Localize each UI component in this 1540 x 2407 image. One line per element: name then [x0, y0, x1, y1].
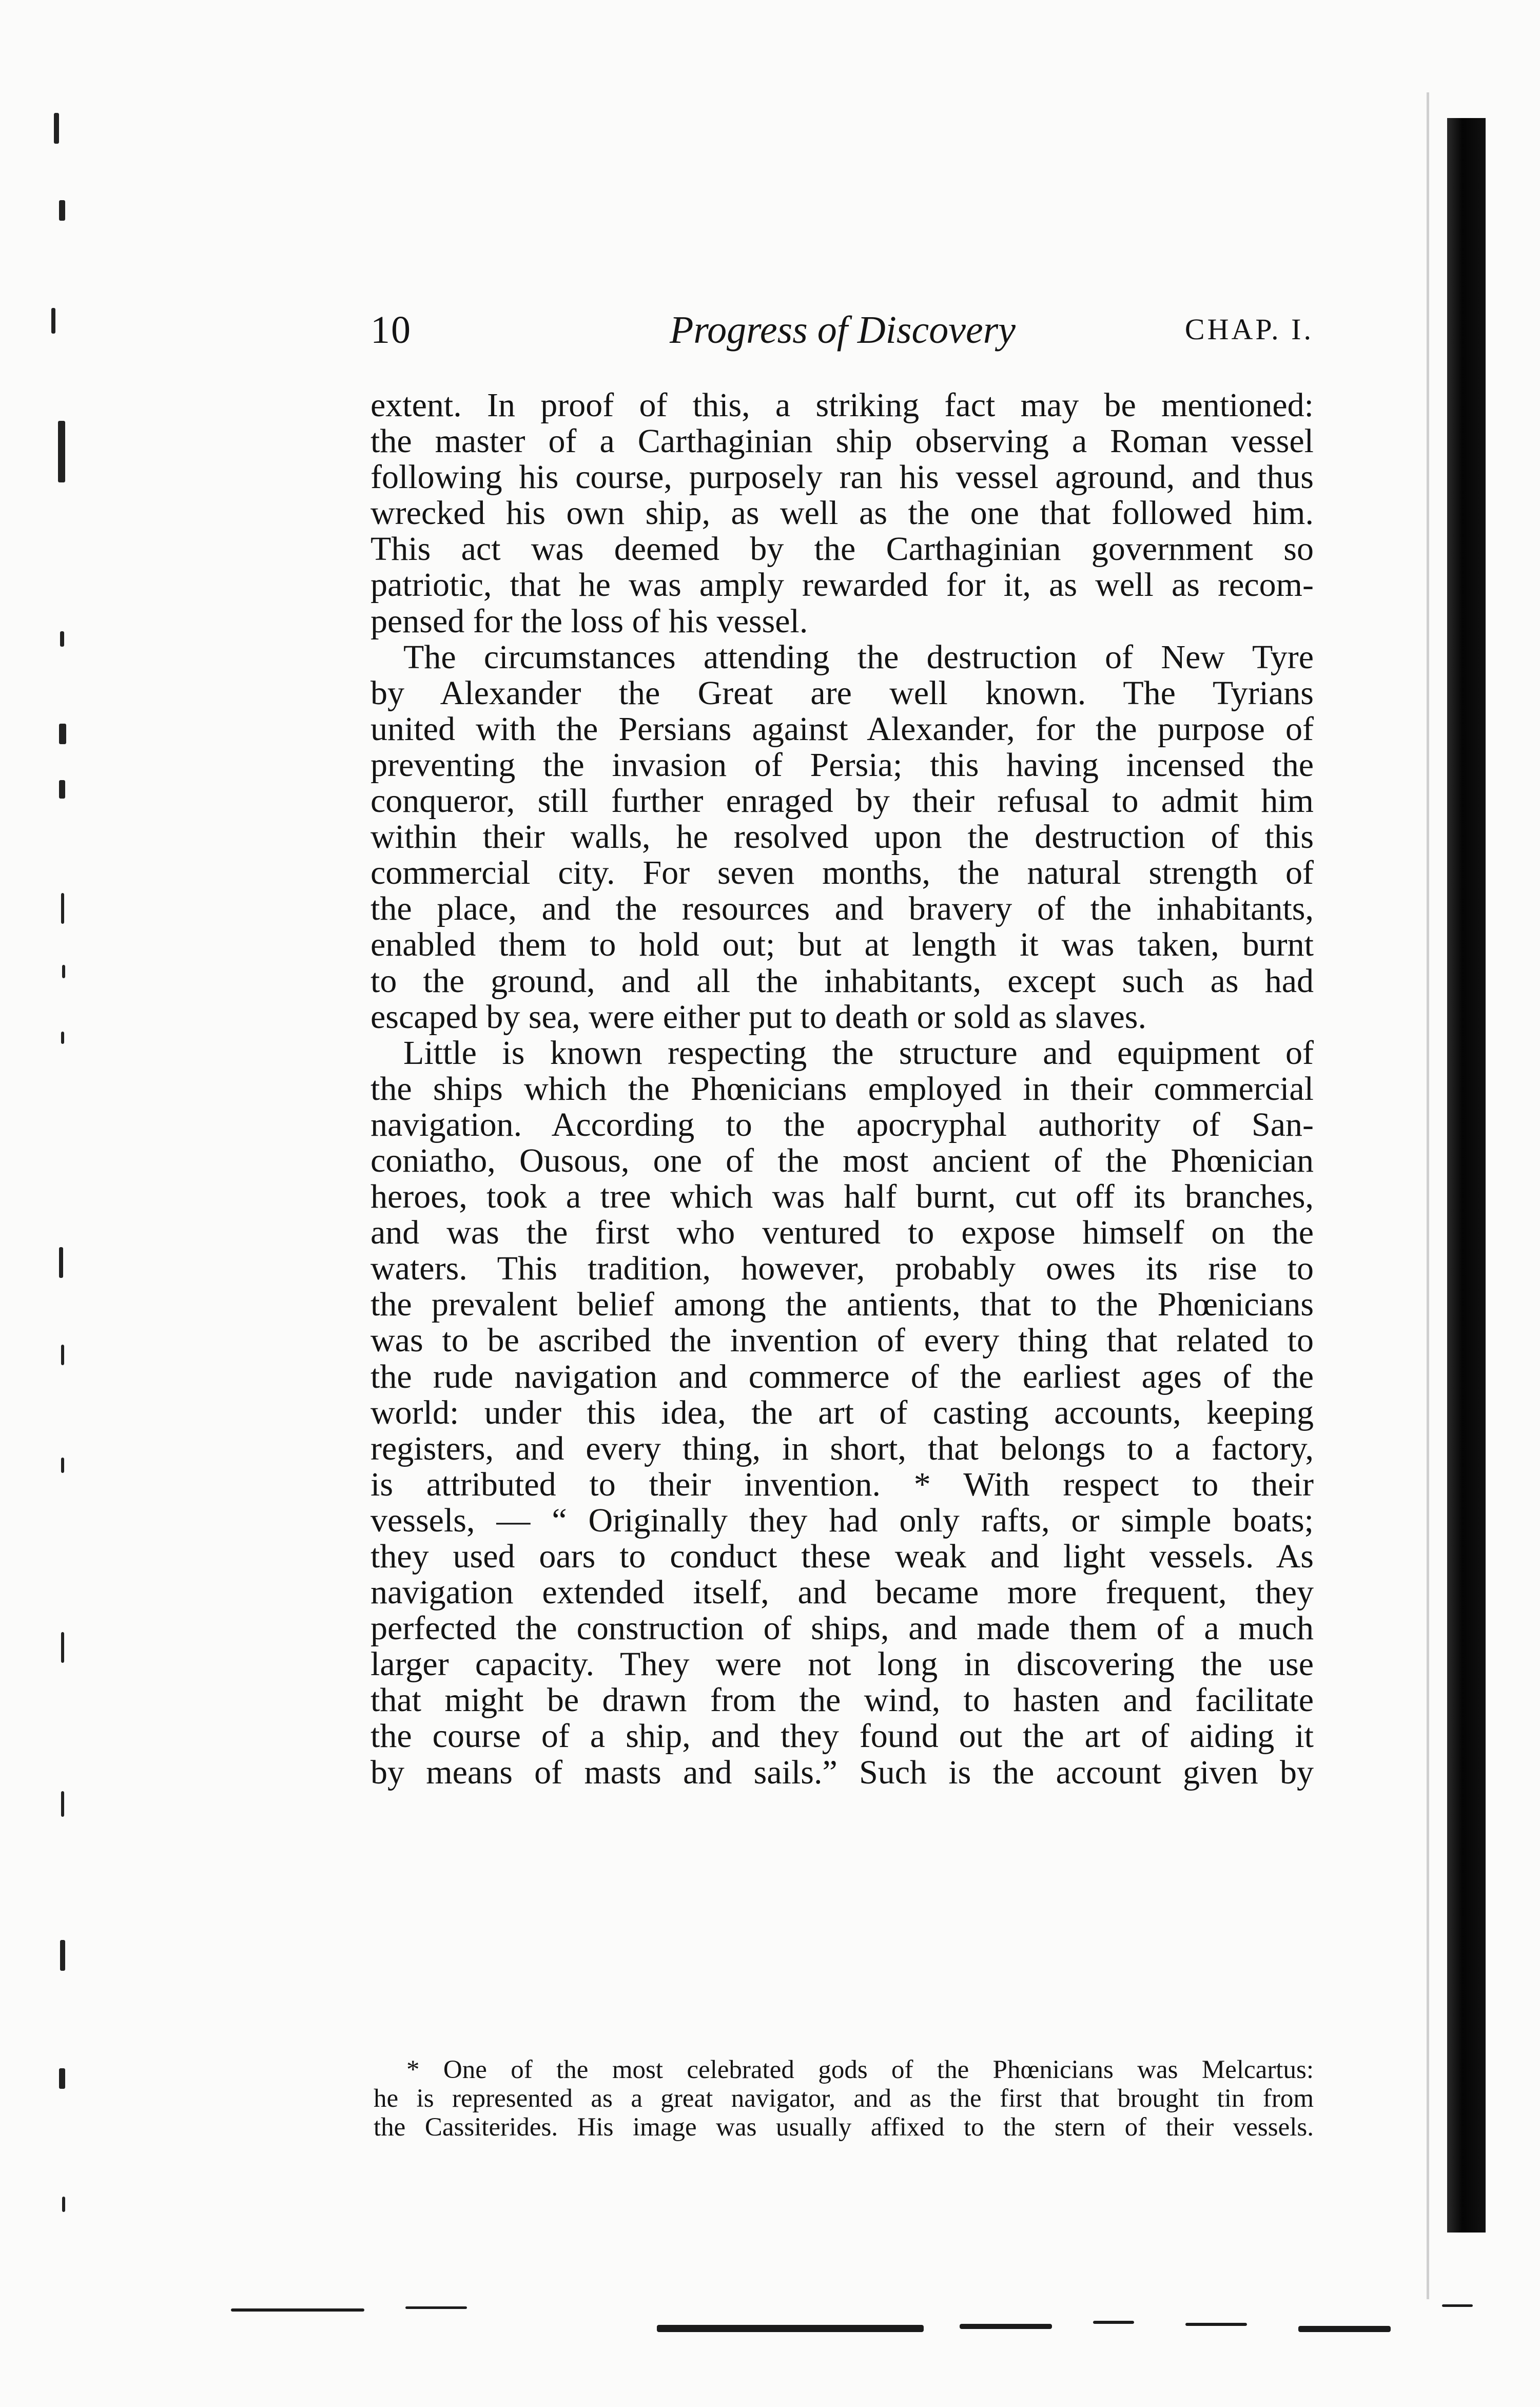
- chapter-label: CHAP. I.: [1184, 313, 1314, 346]
- text-line: vessels, — “ Originally they had only rafts, or simple boats;: [371, 1501, 1314, 1539]
- text-line: that might be drawn from the wind, to hasten and facilitate: [371, 1681, 1314, 1719]
- text-line: within their walls, he resolved upon the destruction of this: [371, 818, 1314, 856]
- page-number: 10: [371, 308, 412, 352]
- text-line: by Alexander the Great are well known. The Tyrians: [371, 674, 1314, 712]
- text-line: the rude navigation and commerce of the earliest ages of the: [371, 1357, 1314, 1395]
- text-line: registers, and every thing, in short, that belongs to a factory,: [371, 1429, 1314, 1467]
- text-line: the master of a Carthaginian ship observing a Roman vessel: [371, 422, 1314, 460]
- text-line: was to be ascribed the invention of every thing that related to: [371, 1322, 1314, 1360]
- text-line: extent. In proof of this, a striking fact may be mentioned:: [371, 386, 1314, 424]
- text-line: navigation. According to the apocryphal authority of San-: [371, 1105, 1314, 1143]
- footnote: [374, 2055, 1314, 2142]
- text-line: to the ground, and all the inhabitants, except such as had: [371, 962, 1314, 1000]
- text-line: the place, and the resources and bravery of the inhabitants,: [371, 890, 1314, 928]
- text-line: and was the first who ventured to expose himself on the: [371, 1214, 1314, 1252]
- text-line: wrecked his own ship, as well as the one that followed him.: [371, 494, 1314, 532]
- text-line: preventing the invasion of Persia; this having incensed the: [371, 746, 1314, 784]
- text-line: pensed for the loss of his vessel.: [371, 602, 808, 640]
- binding-shadow: [1447, 118, 1486, 2233]
- text-line: world: under this idea, the art of casting accounts, keeping: [371, 1393, 1314, 1431]
- footnote-line: * One of the most celebrated gods of the Phœnicians was Melcartus:: [406, 2055, 1314, 2084]
- running-header: [371, 308, 1314, 354]
- text-line: navigation extended itself, and became more frequent, they: [371, 1574, 1314, 1612]
- text-line: waters. This tradition, however, probably owes its rise to: [371, 1250, 1314, 1288]
- footnote-line: he is represented as a great navigator, and as the first that brought tin from: [374, 2084, 1314, 2113]
- text-line: following his course, purposely ran his vessel aground, and thus: [371, 458, 1314, 496]
- text-line: escaped by sea, were either put to death or sold as slaves.: [371, 998, 1146, 1036]
- text-line: larger capacity. They were not long in discovering the use: [371, 1645, 1314, 1683]
- text-line: patriotic, that he was amply rewarded for it, as well as recom-: [371, 566, 1314, 604]
- text-line: is attributed to their invention. * With respect to their: [371, 1465, 1314, 1503]
- text-line: commercial city. For seven months, the natural strength of: [371, 854, 1314, 892]
- text-line: coniatho, Ousous, one of the most ancient of the Phœnician: [371, 1141, 1314, 1179]
- text-line: This act was deemed by the Carthaginian government so: [371, 530, 1314, 568]
- text-line: Little is known respecting the structure and equipment of: [403, 1034, 1314, 1072]
- footnote-line: the Cassiterides. His image was usually affixed to the stern of their vessels.: [374, 2113, 1314, 2142]
- text-line: the course of a ship, and they found out the art of aiding it: [371, 1717, 1314, 1755]
- text-line: they used oars to conduct these weak and light vessels. As: [371, 1538, 1314, 1575]
- body-text: [371, 387, 1314, 1791]
- text-line: conqueror, still further enraged by their refusal to admit him: [371, 782, 1314, 820]
- text-line: heroes, took a tree which was half burnt, cut off its branches,: [371, 1178, 1314, 1216]
- text-line: by means of masts and sails.” Such is the account given by: [371, 1753, 1314, 1791]
- text-line: The circumstances attending the destruction of New Tyre: [403, 638, 1314, 676]
- text-line: united with the Persians against Alexander, for the purpose of: [371, 710, 1314, 748]
- text-line: the ships which the Phœnicians employed in their commercial: [371, 1070, 1314, 1108]
- page-edge: [1427, 92, 1429, 2299]
- bottom-scan-marks: [56, 2294, 1483, 2366]
- running-title: Progress of Discovery: [669, 308, 1016, 352]
- text-line: perfected the construction of ships, and made them of a much: [371, 1609, 1314, 1647]
- text-line: enabled them to hold out; but at length it was taken, burnt: [371, 926, 1314, 964]
- left-margin-scan-marks: [49, 92, 80, 2351]
- text-line: the prevalent belief among the antients, that to the Phœnicians: [371, 1286, 1314, 1324]
